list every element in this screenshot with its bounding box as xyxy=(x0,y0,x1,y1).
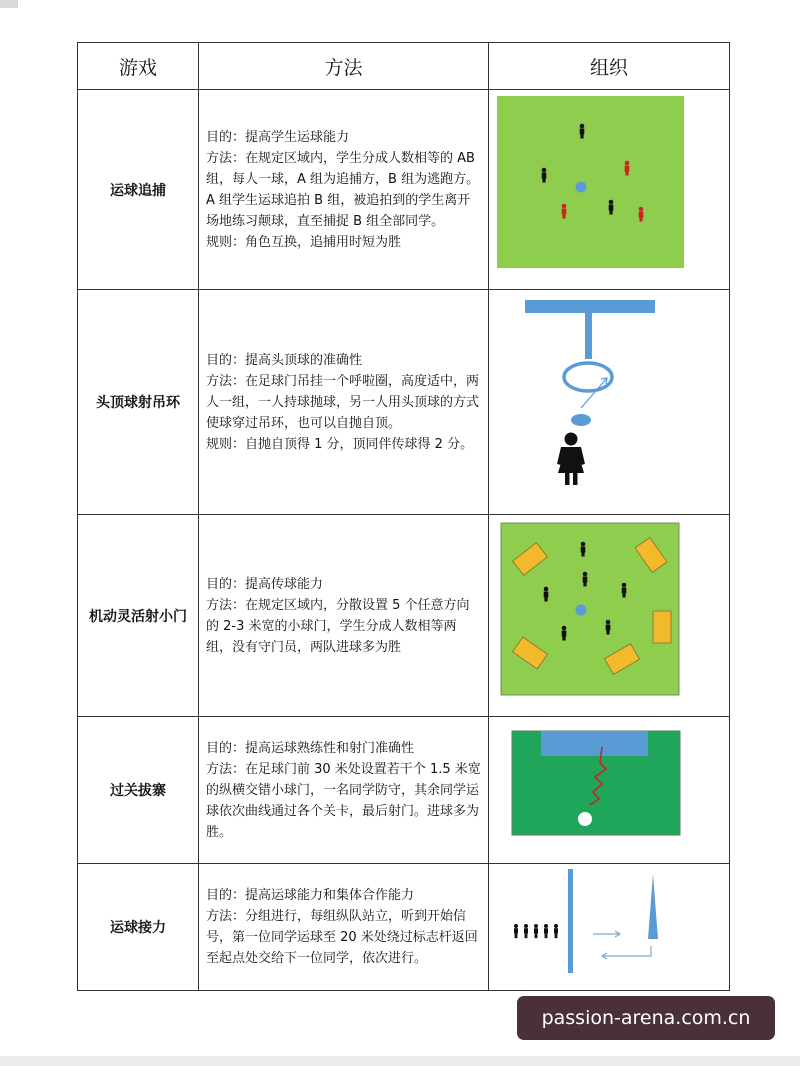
page-corner xyxy=(0,0,18,8)
small-goal xyxy=(653,611,671,643)
method-line: 方法：在规定区域内，分散设置 5 个任意方向的 2-3 米宽的小球门，学生分成人数相等两组，没有守门员，两队进球多为胜 xyxy=(206,597,470,655)
game-name: 运球接力 xyxy=(78,864,199,991)
pass-the-gates-diagram xyxy=(489,717,729,863)
method-cell xyxy=(199,717,489,864)
header-organization: 组织 xyxy=(489,43,730,90)
person-icon xyxy=(557,433,585,486)
goal-area xyxy=(541,731,648,756)
table-row xyxy=(78,864,730,991)
diagram-cell xyxy=(489,290,730,515)
ball-icon xyxy=(576,182,587,193)
method-line: 目的：提高传球能力 xyxy=(206,576,324,592)
player-black-icon xyxy=(514,924,518,938)
player-black-icon xyxy=(544,924,548,938)
table-row xyxy=(78,290,730,515)
table-row xyxy=(78,515,730,717)
diagram-cell xyxy=(489,90,730,290)
method-line: 方法：在规定区域内，学生分成人数相等的 AB 组，每人一球，A 组为追捕方，B 组为逃跑方。A 组学生运球追拍 B 组，被追拍到的学生离开场地练习颠球，直至捕捉 B 组全部同学。 xyxy=(206,150,480,229)
method-line: 目的：提高学生运球能力 xyxy=(206,129,350,145)
diagram-cell xyxy=(489,717,730,864)
ball-icon xyxy=(571,414,591,426)
method-line: 方法：在足球门前 30 米处设置若干个 1.5 米宽的纵横交错小球门，一名同学防守，其余同学运球依次曲线通过各个关卡，最后射门。进球多为胜。 xyxy=(206,761,481,840)
game-name: 运球追捕 xyxy=(78,90,199,290)
bottom-strip xyxy=(0,1056,800,1066)
watermark-badge: passion-arena.com.cn xyxy=(517,996,775,1040)
method-cell xyxy=(199,290,489,515)
header-method: 方法 xyxy=(199,43,489,90)
ball-icon xyxy=(576,605,587,616)
game-name: 过关拔寨 xyxy=(78,717,199,864)
dribble-chase-diagram xyxy=(489,90,729,289)
diagram-cell xyxy=(489,515,730,717)
method-line: 目的：提高头顶球的准确性 xyxy=(206,352,363,368)
method-line: 目的：提高运球能力和集体合作能力 xyxy=(206,888,415,903)
method-line: 方法：分组进行，每组纵队站立，听到开始信号，第一位同学运球至 20 米处绕过标志杆返回至起点处交给下一位同学，依次进行。 xyxy=(206,909,478,966)
table-row xyxy=(78,90,730,290)
games-table xyxy=(77,42,730,991)
ball-icon xyxy=(578,812,592,826)
start-line xyxy=(568,869,573,973)
small-goals-diagram xyxy=(489,515,729,716)
player-black-icon xyxy=(524,924,528,938)
table-row xyxy=(78,717,730,864)
table-header-row xyxy=(78,43,730,90)
method-line: 规则：自抛自顶得 1 分，顶同伴传球得 2 分。 xyxy=(206,436,474,452)
relay-diagram xyxy=(489,864,729,990)
ball-path-arrow xyxy=(581,378,607,408)
method-line: 目的：提高运球熟练性和射门准确性 xyxy=(206,740,415,756)
header-game: 游戏 xyxy=(78,43,199,90)
playing-field xyxy=(497,96,684,268)
diagram-cell xyxy=(489,864,730,991)
ring-hanger xyxy=(585,313,592,359)
marker-pole-icon xyxy=(648,874,658,939)
goal-crossbar xyxy=(525,300,655,313)
header-ring-diagram xyxy=(489,290,729,514)
method-cell xyxy=(199,864,489,991)
player-black-icon xyxy=(554,924,558,938)
game-name: 头顶球射吊环 xyxy=(78,290,199,515)
return-arrow xyxy=(603,946,651,956)
method-line: 规则：角色互换，追捕用时短为胜 xyxy=(206,234,402,250)
method-cell xyxy=(199,515,489,717)
method-cell xyxy=(199,90,489,290)
game-name: 机动灵活射小门 xyxy=(78,515,199,717)
hoop-ring-icon xyxy=(564,363,612,391)
method-line: 方法：在足球门吊挂一个呼啦圈，高度适中，两人一组，一人持球抛球，另一人用头顶球的方式使球穿过吊环，也可以自抛自顶。 xyxy=(206,373,480,431)
player-black-icon xyxy=(534,924,538,938)
